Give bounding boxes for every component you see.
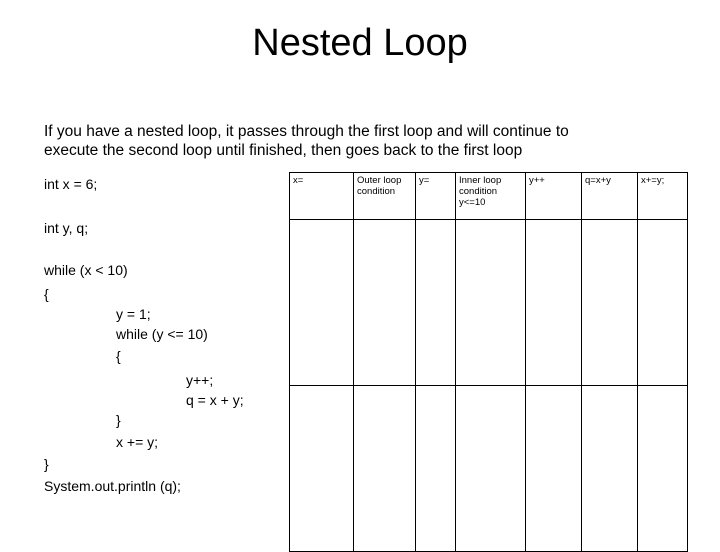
table-cell xyxy=(638,220,688,386)
table-cell xyxy=(456,386,526,552)
table-cell xyxy=(416,386,456,552)
slide-title: Nested Loop xyxy=(252,22,468,64)
table-cell xyxy=(638,386,688,552)
code-line: { xyxy=(44,286,49,302)
code-line: int x = 6; xyxy=(44,176,98,192)
intro-line: If you have a nested loop, it passes through the first loop and will continue to xyxy=(44,123,569,140)
intro-paragraph xyxy=(44,122,684,160)
code-line: { xyxy=(116,348,121,364)
code-line: y++; xyxy=(186,372,214,388)
table-cell xyxy=(526,386,582,552)
code-line: q = x + y; xyxy=(186,392,244,408)
code-line: } xyxy=(116,412,121,428)
table-cell xyxy=(582,220,638,386)
header-cell-inner-condition: Inner loop condition y<=10 xyxy=(456,173,526,220)
code-line: x += y; xyxy=(116,434,159,450)
header-cell-q: q=x+y xyxy=(582,173,638,220)
header-cell-y-increment: y++ xyxy=(526,173,582,220)
code-line: int y, q; xyxy=(44,220,89,236)
table-cell xyxy=(582,386,638,552)
code-line: while (x < 10) xyxy=(44,262,128,278)
table-header-row xyxy=(290,173,688,220)
intro-line: execute the second loop until finished, then goes back to the first loop xyxy=(44,142,523,159)
trace-table xyxy=(289,172,688,552)
header-cell-x: x= xyxy=(290,173,354,220)
table-row xyxy=(290,386,688,552)
table-row xyxy=(290,220,688,386)
header-cell-x-update: x+=y; xyxy=(638,173,688,220)
header-cell-outer-condition: Outer loop condition xyxy=(354,173,416,220)
table-cell xyxy=(290,220,354,386)
code-line: while (y <= 10) xyxy=(116,326,208,342)
table-cell xyxy=(526,220,582,386)
table-cell xyxy=(290,386,354,552)
table-cell xyxy=(354,220,416,386)
table-cell xyxy=(456,220,526,386)
code-line: } xyxy=(44,456,49,472)
table-cell xyxy=(416,220,456,386)
header-cell-y: y= xyxy=(416,173,456,220)
code-line: System.out.println (q); xyxy=(44,478,181,494)
table-cell xyxy=(354,386,416,552)
code-line: y = 1; xyxy=(116,306,151,322)
